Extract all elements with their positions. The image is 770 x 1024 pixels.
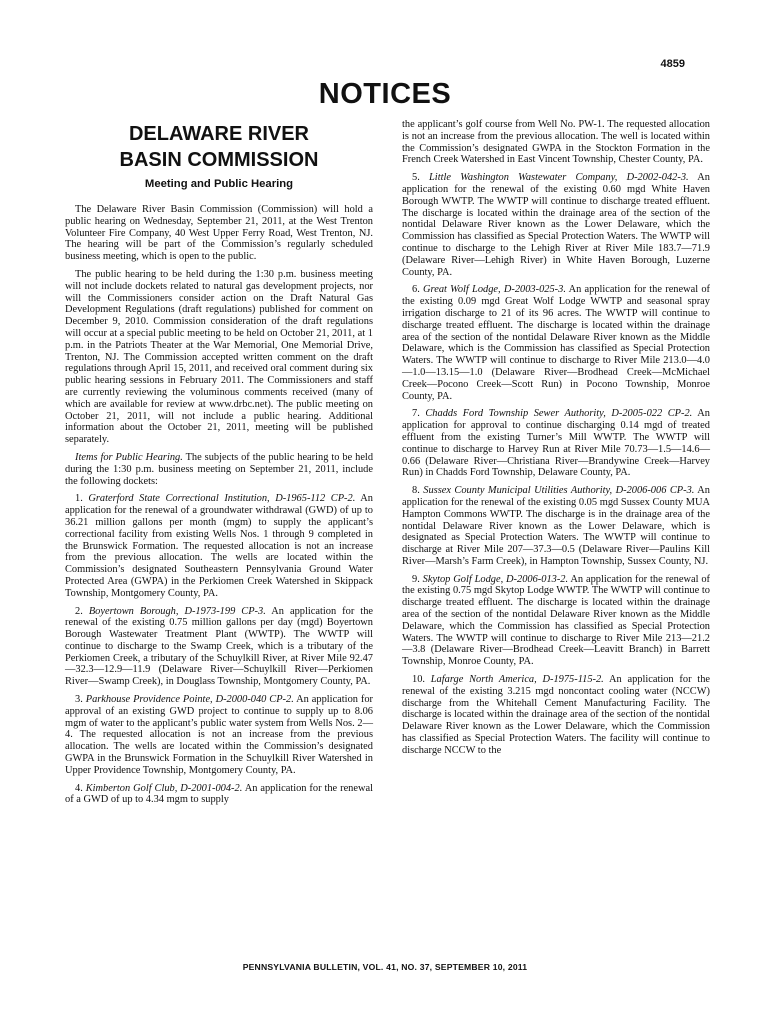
docket-name: Graterford State Correctional Institution, D-1965-112 CP-2. xyxy=(88,493,356,505)
items-intro-text: The subjects of the public hearing to be held during the 1:30 p.m. business meeting on September 21, 2011, include the following dockets: xyxy=(65,451,374,487)
docket-text: An application for the renewal of the existing 0.05 mgd Sussex County MUA Hampton Commons WWTP. The discharge is in the drainage area of the nontidal Delaware River known as the Lower Delaware, which is designated as Special Protection Waters. The WWTP will continue to discharge at River Mile 207—37.3—0.5 (Delaware River—Paulins Kill River—Marsh’s Farm Creek), in Hampton Township, Sussex County, NJ. xyxy=(402,485,711,567)
docket-item xyxy=(65,606,373,689)
agency-line-2: BASIN COMMISSION xyxy=(119,149,319,171)
items-intro-paragraph xyxy=(65,452,373,487)
docket-text: An application for the renewal of the existing 0.60 mgd White Haven Borough WWTP. The WWTP will continue to discharge treated effluent. The discharge is located within the drainage area of the section of the nontidal Delaware River known as the Lower Delaware, which the Commission has classified as Special Protection Waters. The WWTP will continue to discharge to the Lehigh River at River Mile 183.7—71.9 (Delaware River—Lehigh River) in White Haven Borough, Luzerne County, PA. xyxy=(402,172,710,278)
docket-number: 10. xyxy=(412,674,431,686)
agency-heading xyxy=(65,121,373,173)
public-hearing-paragraph: The public hearing to be held during the 1:30 p.m. business meeting will not include dockets related to natural gas development projects, nor will the Commissioners consider action on the Draft Natural Gas Development Regulations (draft regulations) published for comment on December 9, 2010. Commission consideration of the draft regulations will occur at a special public meeting to be held on October 21, 2011, at 1 p.m. in the Patriots Theater at the War Memorial, One Memorial Drive, Trenton, NJ. The Commission accepted written comment on the draft regulations through April 15, 2011, and received oral comment during six public hearing sessions in February 2011. The Commissioners and staff are currently reviewing the voluminous comments received (many of which are available for review at www.drbc.net). The public meeting on October 21, 2011, will not include a public hearing. Additional information about the October 21, 2011, meeting will be published separately. xyxy=(65,268,373,446)
page-footer: PENNSYLVANIA BULLETIN, VOL. 41, NO. 37, SEPTEMBER 10, 2011 xyxy=(242,962,528,972)
docket-item xyxy=(402,408,710,479)
docket-name: Parkhouse Providence Pointe, D-2000-040 CP-2. xyxy=(85,694,294,706)
docket-number: 6. xyxy=(412,284,424,296)
right-column xyxy=(402,119,710,763)
docket-name: Sussex County Municipal Utilities Authority, D-2006-006 CP-3. xyxy=(423,485,695,497)
docket-text: An application for the renewal of a groundwater withdrawal (GWD) of up to 36.21 million gallons per month (mgm) to supply the applicant’s correctional facility from existing Wells Nos. 1 through 9 completed in the Brunswick Formation. The requested allocation is not an increase from the previous allocation. The wells are located within the Commission’s designated Southeastern Pennsylvania Ground Water Protected Area (GWPA) in the Perkiomen Creek Watershed in Skippack Township, Montgomery County, PA. xyxy=(65,493,373,599)
docket-item xyxy=(65,783,373,807)
docket-item-continued xyxy=(402,119,710,166)
docket-number: 2. xyxy=(75,605,89,617)
docket-item xyxy=(402,574,710,668)
docket-number: 5. xyxy=(412,172,430,184)
docket-item xyxy=(402,284,710,402)
docket-text: An application for the renewal of the existing 0.09 mgd Great Wolf Lodge WWTP and seasonal spray irrigation discharge to 21 of its 96 acres. The WWTP will continue to discharge treated effluent. The discharge is located within the drainage area of the section of the nontidal Delaware River known as the Middle Delaware, which is the Commission has classified as Special Protection Waters. The WWTP will continue to discharge to River Mile 213.0—4.0—1.0—13.15—1.0 (Delaware River—Brodhead Creek—McMichael Creek—Pocono Creek—Scott Run) in Pocono Township, Monroe County, PA. xyxy=(402,284,711,402)
docket-text: An application for the renewal of the existing 0.75 mgd Skytop Lodge WWTP. The WWTP will continue to discharge treated effluent. The discharge is located within the drainage area of the section of the nontidal Delaware River known as the Middle Delaware, which the Commission has classified as Special Protection Waters. The WWTP will continue to discharge to River Mile 213—21.2—3.8 (Delaware River—Brodhead Creek—Leavitt Branch) in Barrett Township, Monroe County, PA. xyxy=(402,573,710,668)
docket-text: An application for approval of an existing GWD project to continue to supply up to 8.06 mgm of water to the applicant’s public water system from Wells Nos. 2—4. The requested allocation is not an increase from the previous allocation. The wells are located within the Commission’s designated GWPA in the Brunswick Formation in the Schuylkill River Watershed in Upper Providence Township, Montgomery County, PA. xyxy=(65,694,373,776)
docket-name: Lafarge North America, D-1975-115-2. xyxy=(430,674,604,686)
docket-number: 4. xyxy=(75,782,86,794)
docket-item xyxy=(402,485,710,568)
docket-name: Chadds Ford Township Sewer Authority, D-2005-022 CP-2. xyxy=(425,408,693,420)
docket-number: 7. xyxy=(412,408,426,420)
docket-text: An application for the renewal of the existing 0.75 million gallons per day (mgd) Boyertown Borough Wastewater Treatment Plant (WWTP). The WWTP will continue to discharge to the Swamp Creek, which is a tributary of the Perkiomen Creek, a tributary of the Schuylkill River, at River Mile 92.47—32.3—12.9—11.9 (Delaware River—Schuylkill River—Perkiomen River—Swamp Creek), in Douglass Township, Montgomery County, PA. xyxy=(65,605,373,688)
docket-number: 9. xyxy=(412,573,423,585)
docket-item xyxy=(65,694,373,777)
docket-number: 8. xyxy=(412,485,424,497)
intro-paragraph: The Delaware River Basin Commission (Commission) will hold a public hearing on Wednesday, September 21, 2011, at the West Trenton Volunteer Fire Company, 40 West Upper Ferry Road, West Trenton, NJ. The hearing will be part of the Commission’s regularly scheduled business meeting, which is open to the public. xyxy=(65,204,373,263)
docket-name: Great Wolf Lodge, D-2003-025-3. xyxy=(423,284,566,296)
docket-item xyxy=(402,674,710,757)
section-title: NOTICES xyxy=(318,78,452,110)
docket-text: An application for the renewal of a GWD of up to 4.34 mgm to supply xyxy=(65,782,373,806)
notice-subtitle: Meeting and Public Hearing xyxy=(144,178,294,190)
docket-name: Kimberton Golf Club, D-2001-004-2. xyxy=(85,782,243,794)
docket-text: An application for approval to continue discharging 0.14 mgd of treated effluent from the existing Turner’s Mill WWTP. The WWTP will continue to discharge to Harvey Run at River Mile 70.73—1.5—14.6—0.66 (Delaware River—Christiana River—Brandywine Creek—Harvey Run) in Chadds Ford Township, Delaware County, PA. xyxy=(402,408,710,479)
docket-number: 3. xyxy=(75,694,86,706)
docket-text: the applicant’s golf course from Well No. PW-1. The requested allocation is not an increase from the previous allocation. The well is located within the Commission’s designated GWPA in the Stockton Formation in the French Creek Watershed in East Vincent Township, Chester County, PA. xyxy=(402,119,710,166)
docket-item xyxy=(402,172,710,278)
docket-text: An application for the renewal of the existing 3.215 mgd noncontact cooling water (NCCW) discharge from the Whitehall Cement Manufacturing Facility. The discharge is located within the drainage area of the section of the nontidal Delaware River known as the Lower Delaware, which the Commission has classified as Special Protection Waters. The facility will continue to discharge NCCW to the xyxy=(402,674,710,756)
agency-line-1: DELAWARE RIVER xyxy=(128,123,310,145)
page-number: 4859 xyxy=(660,58,685,70)
left-column xyxy=(65,118,373,812)
docket-name: Skytop Golf Lodge, D-2006-013-2. xyxy=(422,573,569,585)
docket-number: 1. xyxy=(75,493,89,505)
docket-name: Little Washington Wastewater Company, D-2002-042-3. xyxy=(429,172,689,184)
docket-name: Boyertown Borough, D-1973-199 CP-3. xyxy=(88,605,266,617)
docket-item xyxy=(65,493,373,599)
items-intro-label: Items for Public Hearing. xyxy=(75,451,183,463)
